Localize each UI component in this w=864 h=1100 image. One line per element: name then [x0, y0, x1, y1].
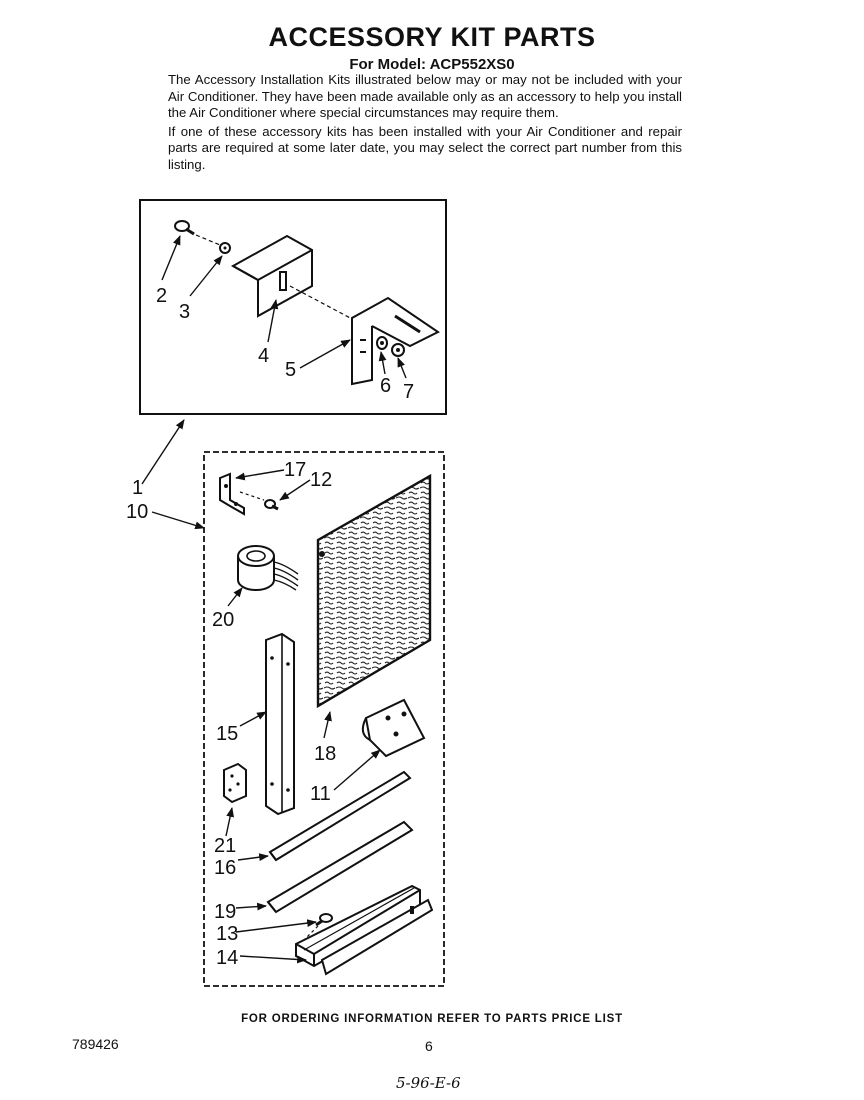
screw-part-13: [316, 914, 332, 925]
screw-part-12: [265, 500, 278, 509]
intro-paragraph-2: If one of these accessory kits has been installed with your Air Conditioner and repair parts are required at some later date, you may select the correct part number from this listing.: [168, 123, 682, 172]
callout-20: 20: [212, 609, 235, 631]
leader-line-13: [236, 922, 316, 932]
callout-3: 3: [179, 301, 191, 323]
assembly-line: [240, 492, 264, 500]
leader-line-2: [162, 236, 180, 280]
callout-6: 6: [380, 375, 392, 397]
leader-line-19: [236, 906, 266, 908]
callout-18: 18: [314, 743, 337, 765]
callout-14: 14: [216, 947, 239, 969]
callout-2: 2: [156, 285, 168, 307]
lock-washer-part-6: [377, 337, 387, 349]
angle-bracket-part-5: [352, 298, 438, 384]
leader-line-1: [142, 420, 184, 484]
leader-line-6: [381, 352, 385, 374]
callout-16: 16: [214, 857, 237, 879]
ordering-note: FOR ORDERING INFORMATION REFER TO PARTS PRICE LIST: [241, 1013, 623, 1025]
leader-line-7: [398, 358, 406, 378]
callout-19: 19: [214, 901, 237, 923]
nut-part-7: [392, 344, 404, 356]
callout-4: 4: [258, 345, 270, 367]
foam-panel-part-18: [318, 476, 430, 706]
mounting-clip-part-11: [363, 700, 424, 756]
leader-line-16: [238, 856, 268, 860]
handwritten-note: 5-96-E-6: [396, 1074, 461, 1092]
mounting-bracket-part-4: [233, 236, 312, 316]
callout-17: 17: [284, 459, 307, 481]
document-number: 789426: [72, 1036, 119, 1052]
leader-line-3: [190, 256, 222, 296]
callout-15: 15: [216, 723, 239, 745]
callout-21: 21: [214, 835, 237, 857]
tape-roll-part-20: [238, 546, 298, 590]
callout-7: 7: [403, 381, 415, 403]
leader-line-12: [280, 480, 310, 500]
angle-post-part-15: [266, 634, 294, 814]
leader-line-17: [236, 470, 284, 478]
leader-line-5: [300, 340, 350, 368]
washer-part-3: [220, 243, 230, 253]
leader-line-21: [226, 808, 232, 836]
callout-11: 11: [310, 783, 331, 805]
assembly-line: [196, 235, 220, 245]
page-number: 6: [425, 1038, 433, 1054]
callout-12: 12: [310, 469, 333, 491]
callout-13: 13: [216, 923, 239, 945]
callout-10: 10: [126, 501, 149, 523]
leader-line-18: [324, 712, 330, 738]
foam-block-part-21: [224, 764, 246, 802]
bracket-part-17: [220, 474, 244, 514]
leader-line-10: [152, 512, 204, 528]
leader-line-11: [334, 750, 380, 790]
sill-rail-part-14: [296, 886, 432, 974]
callout-1: 1: [132, 477, 144, 499]
callout-5: 5: [285, 359, 297, 381]
assembly-line: [290, 286, 354, 320]
leader-line-20: [228, 588, 242, 606]
screw-part-2: [175, 221, 194, 234]
leader-line-15: [240, 712, 266, 726]
intro-paragraph-1: The Accessory Installation Kits illustrated below may or may not be included with your Air Conditioner. They have been made available only as an accessory to help you install the Air Conditioner where special circumstances may require them.: [168, 72, 682, 121]
page-title: ACCESSORY KIT PARTS: [268, 22, 596, 52]
model-subtitle: For Model: ACP552XS0: [349, 56, 515, 73]
